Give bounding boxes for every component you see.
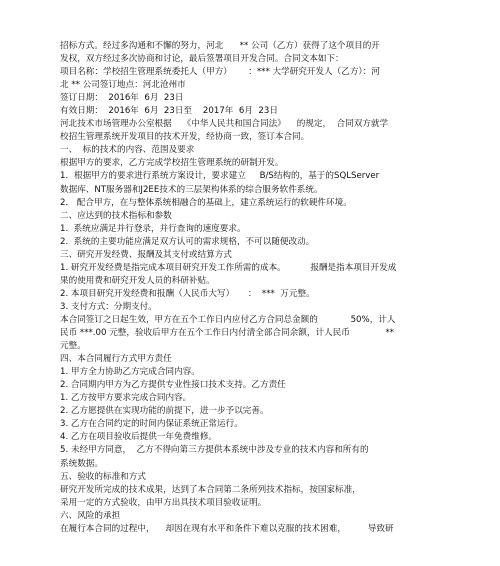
text-line: 系统数据。: [60, 458, 103, 469]
text-line: 1. 研究开发经费是指完成本项目研究开发工作所需的成本。 报酬是指本项目开发成: [60, 262, 397, 273]
text-line: 签订日期： 2016年 6月 23日: [60, 93, 184, 104]
text-line: 1．根据甲方的要求进行系统方案设计，要求建立 B/S结构的，基于的SQLServer: [60, 171, 380, 182]
text-line: 2. 本项目研究开发经费和报酬（人民币大写） ： *** 万元整。: [60, 288, 315, 299]
text-line: 校招生管理系统开发项目的技术开发，经协商一致，签订本合同。: [60, 132, 310, 143]
text-line: 根据甲方的要求，乙方完成学校招生管理系统的研制开发。: [60, 158, 284, 169]
section-heading: 三、研究开发经费、报酬及其支付或结算方式: [60, 249, 232, 260]
section-heading: 二、应达到的技术指标和参数: [60, 210, 172, 221]
text-line: 5. 未经甲方同意， 乙方不得向第三方提供本系统中涉及专业的技术内容和所有的: [60, 445, 369, 456]
section-heading: 一、 标的技术的内容、范围及要求: [60, 145, 195, 156]
text-line: 2. 合同期内甲方为乙方提供专业性接口技术支持。乙方责任: [60, 380, 286, 391]
text-line: 项目名称：学校招生管理系统委托人（甲方） ：*** 大学研究开发人（乙方）：河: [60, 67, 380, 78]
text-line: 1. 乙方按甲方要求完成合同内容。: [60, 393, 192, 404]
text-line: 1. 系统应满足并行登录，并行查询的速度要求。: [60, 223, 246, 234]
text-line: 采用一定的方式验收，由甲方出具技术项目验收证明。: [60, 497, 267, 508]
text-line: 本合同签订之日起生效，甲方在五个工作日内应付乙方合同总金额的 50%，计人: [60, 314, 396, 325]
text-line: 研究开发所完成的技术成果，达到了本合同第二条所列技术指标，按国家标准，: [60, 484, 361, 495]
text-line: 招标方式。经过多沟通和不懈的努力，河北 ** 公司（乙方）获得了这个项目的开: [60, 41, 380, 51]
section-heading: 六、风险的承担: [60, 510, 121, 521]
text-line: 发权，双方经过多次协商和讨论，最后签署项目开发合同。合同文本如下：: [60, 54, 344, 65]
section-heading: 四、本合同履行方式甲方责任: [60, 354, 172, 365]
text-line: 民币 ***.00 元整，验收后甲方在五个工作日内付清全部合同余额，计人民币 **: [60, 328, 394, 339]
document-page: [60, 40, 430, 536]
text-line: 2. 系统的主要功能应满足双方认可的需求规格，不可以随便改动。: [60, 236, 315, 247]
text-line: 3. 支付方式：分期支付。: [60, 301, 157, 312]
text-line: 在履行本合同的过程中， 却因在现有水平和条件下难以克服的技术困难， 导致研: [60, 523, 394, 534]
text-line: 1. 甲方全力协助乙方完成合同内容。: [60, 367, 200, 378]
text-line: 元整。: [60, 341, 86, 352]
text-line: 3. 乙方在合同约定的时间内保证系统正常运行。: [60, 419, 243, 430]
text-line: 果的使用费和研究开发人员的科研补贴。: [60, 275, 215, 286]
text-line: 4. 乙方在项目验收后提供一年免费维修。: [60, 432, 218, 443]
text-line: 2. 乙方愿提供在实现功能的前提下，进一步予以完善。: [60, 406, 269, 417]
text-line: 北 ** 公司签订地点：河北沧州市: [60, 80, 186, 91]
text-line: 河北技术市场管理办公室根据 《中华人民共和国合同法》 的规定， 合同双方就学: [60, 119, 389, 130]
section-heading: 五、验收的标准和方式: [60, 471, 146, 482]
text-line: 有效日期： 2016年 6月 23日至 2017年 6月 23日: [60, 106, 278, 117]
text-line: 2． 配合甲方，在与整体系统相融合的基础上，建立系统运行的软硬件环境。: [60, 197, 352, 208]
text-line: 数据库、NT服务器和J2EE技术的三层架构体系的综合服务软件系统。: [60, 184, 323, 195]
